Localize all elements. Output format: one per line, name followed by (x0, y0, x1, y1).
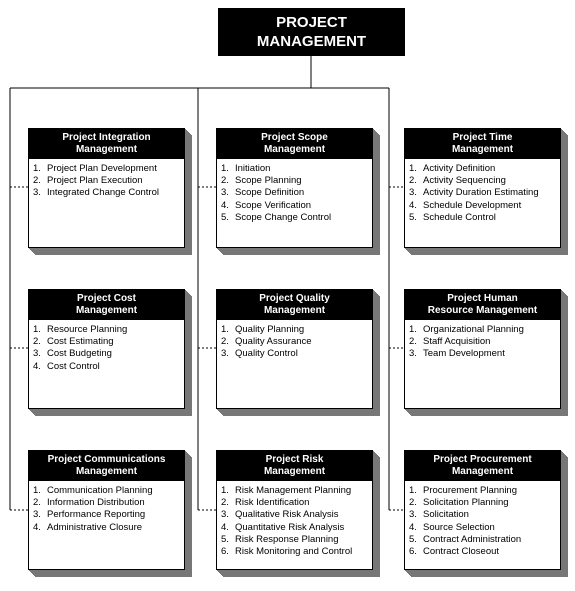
box-title (405, 451, 560, 481)
list-item: 1. Project Plan Development (33, 163, 157, 174)
list-item: 4. Quantitative Risk Analysis (221, 521, 345, 533)
box-title-line2: Management (263, 466, 326, 477)
item-list (29, 485, 184, 534)
list-item: 1. Procurement Planning (409, 485, 517, 496)
list-item: 3. Integrated Change Control (33, 187, 159, 199)
box-time (404, 128, 561, 248)
box-title-line1: Project Cost (77, 293, 136, 304)
box-title (29, 129, 184, 159)
list-item: 4. Administrative Closure (33, 521, 143, 533)
box-title-line2: Resource Management (427, 305, 538, 316)
list-item: 2. Project Plan Execution (33, 175, 143, 187)
list-item: 3. Solicitation (409, 509, 469, 521)
box-quality (216, 289, 373, 409)
item-list (29, 324, 184, 373)
item-list (405, 163, 560, 224)
list-item: 2. Quality Assurance (221, 336, 312, 348)
box-integration (28, 128, 185, 248)
list-item: 1. Activity Definition (409, 163, 496, 174)
list-item: 6. Contract Closeout (409, 546, 500, 558)
box-title-line1: Project Communications (47, 454, 166, 465)
item-list (217, 163, 372, 224)
box-title-line2: Management (451, 144, 514, 155)
box-procurement (404, 450, 561, 570)
list-item: 3. Quality Control (221, 348, 298, 360)
box-title-line2: Management (75, 466, 138, 477)
box-title-line2: Management (451, 466, 514, 477)
box-title-line1: Project Procurement (433, 454, 532, 465)
list-item: 2. Scope Planning (221, 175, 302, 187)
box-title-line1: Project Scope (261, 132, 328, 143)
box-title (217, 451, 372, 481)
list-item: 4. Schedule Development (409, 199, 522, 211)
list-item: 3. Performance Reporting (33, 509, 146, 521)
box-title-line1: Project Quality (259, 293, 330, 304)
list-item: 4. Source Selection (409, 521, 495, 533)
box-title-line2: Management (75, 305, 138, 316)
box-title (217, 129, 372, 159)
item-list (217, 485, 372, 558)
list-item: 5. Risk Response Planning (221, 533, 339, 545)
list-item: 3. Team Development (409, 348, 505, 360)
box-title-line1: Project Integration (62, 132, 151, 143)
list-item: 2. Information Distribution (33, 497, 145, 509)
list-item: 1. Communication Planning (33, 485, 153, 496)
list-item: 2. Staff Acquisition (409, 336, 491, 348)
list-item: 2. Cost Estimating (33, 336, 114, 348)
box-title (29, 451, 184, 481)
list-item: 5. Contract Administration (409, 533, 522, 545)
list-item: 6. Risk Monitoring and Control (221, 546, 353, 558)
box-title-line2: Management (75, 144, 138, 155)
list-item: 1. Organizational Planning (409, 324, 524, 335)
list-item: 1. Initiation (221, 163, 271, 174)
box-title (405, 129, 560, 159)
item-list (405, 485, 560, 558)
list-item: 1. Resource Planning (33, 324, 128, 335)
box-human-resource (404, 289, 561, 409)
list-item: 5. Scope Change Control (221, 211, 332, 223)
root-title-line1: PROJECT (276, 14, 347, 31)
box-cost (28, 289, 185, 409)
box-communications (28, 450, 185, 570)
box-title (405, 290, 560, 320)
box-title-line1: Project Time (452, 132, 513, 143)
box-title-line1: Project Risk (265, 454, 324, 465)
list-item: 3. Qualitative Risk Analysis (221, 509, 339, 521)
root-title-line2: MANAGEMENT (256, 33, 367, 50)
item-list (405, 324, 560, 361)
list-item: 5. Schedule Control (409, 211, 496, 223)
list-item: 2. Solicitation Planning (409, 497, 509, 509)
box-risk (216, 450, 373, 570)
list-item: 2. Risk Identification (221, 497, 310, 509)
list-item: 3. Scope Definition (221, 187, 305, 199)
box-title (29, 290, 184, 320)
box-title (217, 290, 372, 320)
item-list (217, 324, 372, 361)
list-item: 1. Risk Management Planning (221, 485, 352, 496)
root-node (218, 8, 405, 56)
list-item: 3. Activity Duration Estimating (409, 187, 539, 199)
list-item: 4. Cost Control (33, 360, 100, 372)
box-title-line1: Project Human (447, 293, 518, 304)
box-scope (216, 128, 373, 248)
list-item: 1. Quality Planning (221, 324, 305, 335)
box-title-line2: Management (263, 305, 326, 316)
list-item: 4. Scope Verification (221, 199, 312, 211)
list-item: 2. Activity Sequencing (409, 175, 506, 187)
box-title-line2: Management (263, 144, 326, 155)
item-list (29, 163, 184, 200)
list-item: 3. Cost Budgeting (33, 348, 112, 360)
